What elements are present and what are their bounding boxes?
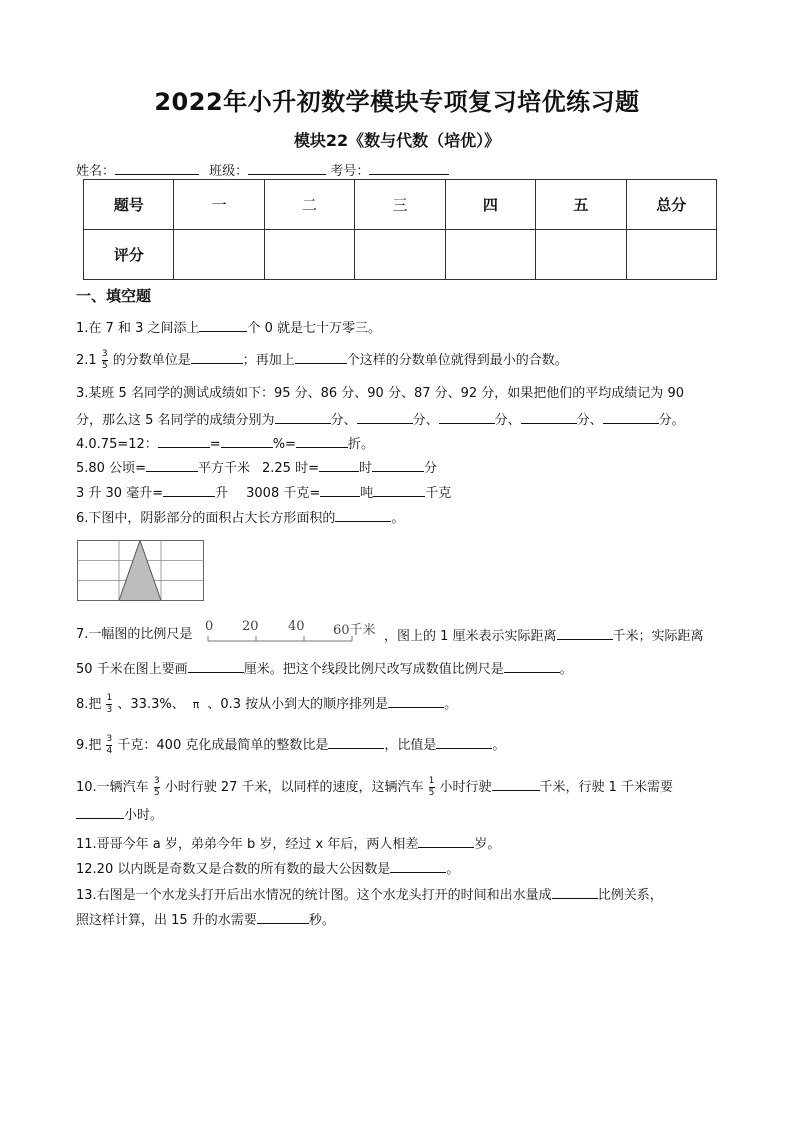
q10-text: 10.一辆汽车 <box>76 780 149 795</box>
score-cell[interactable] <box>626 230 716 280</box>
answer-blank[interactable] <box>373 484 425 497</box>
scale-label: 20 <box>242 619 259 634</box>
q3-sep: 、 <box>589 413 603 428</box>
q3-text: 分，那么这 5 名同学的成绩分别为 <box>76 413 275 428</box>
question-3-line-2 <box>76 411 685 429</box>
fraction-numerator: 3 <box>101 349 108 359</box>
q9-text: 9.把 <box>76 738 102 753</box>
q3-sep: 、 <box>343 413 357 428</box>
answer-blank[interactable] <box>492 778 540 791</box>
header-cell: 一 <box>174 180 264 230</box>
question-7 <box>76 627 192 643</box>
q4-text: 折。 <box>347 437 374 452</box>
fraction-numerator: 1 <box>428 776 435 786</box>
question-9 <box>76 735 505 756</box>
fraction-denominator: 4 <box>106 746 113 756</box>
answer-blank[interactable] <box>158 435 210 448</box>
q11-text-end: 岁。 <box>474 837 501 852</box>
fraction <box>106 735 112 756</box>
fraction <box>106 694 112 715</box>
question-6 <box>76 509 404 527</box>
q3-end: 分。 <box>658 413 685 428</box>
q5-text: 3 升 30 毫升= <box>76 486 164 501</box>
q5-text: 吨 <box>360 486 374 501</box>
q10-text: 小时行驶 <box>439 780 492 795</box>
answer-blank[interactable] <box>357 411 413 424</box>
q7-text-end: 。 <box>559 662 573 677</box>
q9-text: 千克：400 克化成最简单的整数比是 <box>117 738 329 753</box>
answer-blank[interactable] <box>390 860 446 873</box>
class-label: 班级： <box>209 164 249 179</box>
question-3 <box>76 386 684 402</box>
q9-text-end: 。 <box>492 738 506 753</box>
scale-line <box>200 635 385 645</box>
answer-blank[interactable] <box>257 911 309 924</box>
class-blank[interactable] <box>248 161 326 175</box>
score-cell[interactable] <box>264 230 354 280</box>
header-cell: 总分 <box>626 180 716 230</box>
q7-text: 7.一幅图的比例尺是 <box>76 627 193 642</box>
answer-blank[interactable] <box>163 484 215 497</box>
answer-blank[interactable] <box>504 660 560 673</box>
answer-blank[interactable] <box>557 627 613 640</box>
q3-unit: 分 <box>494 413 508 428</box>
fraction-denominator: 5 <box>428 788 435 798</box>
q3-unit: 分 <box>576 413 590 428</box>
question-13 <box>76 886 663 904</box>
fraction <box>429 777 435 798</box>
question-5-line-2 <box>76 484 451 502</box>
score-cell[interactable] <box>174 230 264 280</box>
q13-text: 比例关系， <box>597 888 663 903</box>
q13-text: 13.右图是一个水龙头打开后出水情况的统计图。这个水龙头打开的时间和出水量成 <box>76 888 552 903</box>
answer-blank[interactable] <box>603 411 659 424</box>
q12-text: 12.20 以内既是奇数又是合数的所有数的最大公因数是 <box>76 862 391 877</box>
question-8 <box>76 694 457 715</box>
score-table-score-row <box>84 230 717 280</box>
q7-text: 千米；实际距离 <box>612 629 704 644</box>
fraction-numerator: 3 <box>153 776 160 786</box>
q5-text: 时 <box>358 461 372 476</box>
q2-text: 的分数单位是 <box>112 353 191 368</box>
q10-text: 千米，行驶 1 千米需要 <box>539 780 674 795</box>
exam-label: 考号： <box>330 164 370 179</box>
header-cell: 四 <box>445 180 535 230</box>
q4-text: 4.0.75=12： <box>76 437 158 452</box>
q1-text: 1.在 7 和 3 之间添上 <box>76 321 200 336</box>
q3-sep: 、 <box>425 413 439 428</box>
name-label: 姓名： <box>76 164 116 179</box>
q5-text: 平方千米 <box>197 461 250 476</box>
answer-blank[interactable] <box>275 411 331 424</box>
score-cell[interactable] <box>445 230 535 280</box>
score-row-label: 评分 <box>84 230 174 280</box>
q6-text: 6.下图中，阴影部分的面积占大长方形面积的 <box>76 511 336 526</box>
fraction-denominator: 5 <box>101 361 108 371</box>
q11-text: 11.哥哥今年 a 岁，弟弟今年 b 岁，经过 x 年后，两人相差 <box>76 837 419 852</box>
question-10 <box>76 777 673 798</box>
q2-text-end: 个这样的分数单位就得到最小的合数。 <box>346 353 568 368</box>
fraction-numerator: 1 <box>106 693 113 703</box>
q5-text: 3008 千克= <box>246 486 321 501</box>
question-2 <box>76 350 568 371</box>
q8-text: 、33.3%、 <box>117 697 185 712</box>
q3-unit: 分 <box>330 413 344 428</box>
answer-blank[interactable] <box>436 736 492 749</box>
scale-label: 40 <box>288 619 305 634</box>
shaded-triangle <box>119 541 161 601</box>
q4-text: %= <box>272 437 296 452</box>
scale-label: 0 <box>205 619 214 634</box>
answer-blank[interactable] <box>146 459 198 472</box>
question-5 <box>76 459 437 477</box>
q7-text: 厘米。把这个线段比例尺改写成数值比例尺是 <box>243 662 504 677</box>
answer-blank[interactable] <box>191 351 243 364</box>
fraction-numerator: 3 <box>106 734 113 744</box>
student-info-line <box>76 160 449 179</box>
answer-blank[interactable] <box>221 435 273 448</box>
q8-text-end: 。 <box>444 697 458 712</box>
section-heading: 一、填空题 <box>76 287 152 305</box>
q2-text: 2.1 <box>76 353 97 368</box>
question-1 <box>76 319 381 337</box>
answer-blank[interactable] <box>418 835 474 848</box>
rectangle-triangle-figure <box>77 540 207 602</box>
answer-blank[interactable] <box>521 411 577 424</box>
question-13-line-2 <box>76 911 335 929</box>
answer-blank[interactable] <box>439 411 495 424</box>
answer-blank[interactable] <box>388 695 444 708</box>
q3-text: 3.某班 5 名同学的测试成绩如下：95 分、86 分、90 分、87 分、92 分，如果把他们的平均成绩记为 90 <box>76 386 684 401</box>
answer-blank[interactable] <box>188 660 244 673</box>
q4-text: = <box>209 437 221 452</box>
question-4 <box>76 435 374 453</box>
q13-text: 照这样计算，出 15 升的水需要 <box>76 913 257 928</box>
answer-blank[interactable] <box>552 886 598 899</box>
q9-text: ，比值是 <box>384 738 437 753</box>
page-title: 2022年小升初数学模块专项复习培优练习题 <box>154 88 640 116</box>
q10-text: 小时行驶 27 千米，以同样的速度，这辆汽车 <box>164 780 424 795</box>
score-cell[interactable] <box>536 230 626 280</box>
fraction <box>154 777 160 798</box>
q7-text: 50 千米在图上要画 <box>76 662 188 677</box>
header-cell: 五 <box>536 180 626 230</box>
score-table <box>83 179 717 280</box>
answer-blank[interactable] <box>319 459 359 472</box>
q6-text-end: 。 <box>391 511 405 526</box>
name-blank[interactable] <box>115 161 199 175</box>
fraction-denominator: 5 <box>153 788 160 798</box>
question-7-continued <box>384 627 704 645</box>
answer-blank[interactable] <box>296 435 348 448</box>
question-12 <box>76 860 459 878</box>
q2-text: ；再加上 <box>242 353 295 368</box>
answer-blank[interactable] <box>199 319 247 332</box>
question-11 <box>76 835 500 853</box>
q10-text-end: 小时。 <box>124 808 164 823</box>
q5-text: 分 <box>424 461 438 476</box>
q13-text-end: 秒。 <box>308 913 335 928</box>
q8-text: 、0.3 按从小到大的顺序排列是 <box>207 697 389 712</box>
exam-number-blank[interactable] <box>369 161 449 175</box>
answer-blank[interactable] <box>295 351 347 364</box>
answer-blank[interactable] <box>320 484 360 497</box>
fraction-denominator: 3 <box>106 705 113 715</box>
answer-blank[interactable] <box>335 509 391 522</box>
q5-text: 5.80 公顷= <box>76 461 146 476</box>
answer-blank[interactable] <box>76 806 124 819</box>
scale-label: 60千米 <box>333 623 376 638</box>
header-cell: 三 <box>355 180 445 230</box>
pi-symbol: π <box>192 698 200 711</box>
question-7-line-2 <box>76 660 573 678</box>
q5-text: 千克 <box>425 486 452 501</box>
q3-sep: 、 <box>507 413 521 428</box>
fraction <box>102 350 108 371</box>
q8-text: 8.把 <box>76 697 102 712</box>
score-cell[interactable] <box>355 230 445 280</box>
question-10-line-2 <box>76 806 163 824</box>
answer-blank[interactable] <box>328 736 384 749</box>
q7-text: ，图上的 1 厘米表示实际距离 <box>384 629 557 644</box>
q5-text: 升 <box>215 486 229 501</box>
scale-bar <box>200 617 385 647</box>
answer-blank[interactable] <box>372 459 424 472</box>
q5-text: 2.25 时= <box>262 461 319 476</box>
q1-text-end: 个 0 就是七十万零三。 <box>247 321 382 336</box>
score-table-header-row <box>84 180 717 230</box>
header-cell: 题号 <box>84 180 174 230</box>
q12-text-end: 。 <box>446 862 460 877</box>
q3-unit: 分 <box>412 413 426 428</box>
header-cell: 二 <box>264 180 354 230</box>
page-subtitle: 模块22《数与代数（培优）》 <box>293 131 501 150</box>
